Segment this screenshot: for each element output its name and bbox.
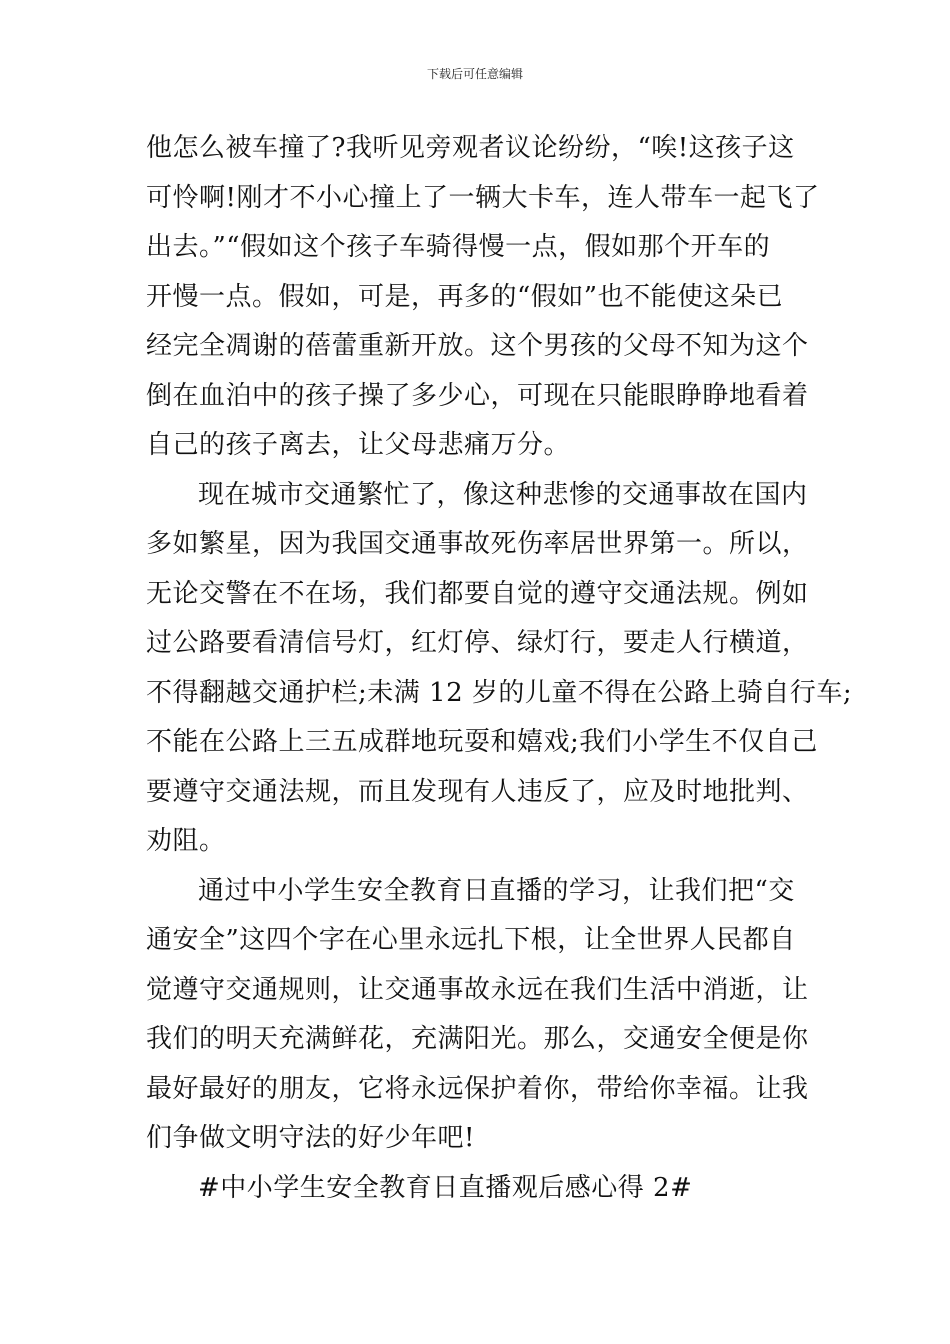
text-line: 劝阻。 — [146, 826, 226, 856]
text-line: 经完全凋谢的蓓蕾重新开放。这个男孩的父母不知为这个 — [146, 331, 809, 361]
text-line: 过公路要看清信号灯，红灯停、绿灯行，要走人行横道， — [146, 628, 809, 658]
text-line: 他怎么被车撞了?我听见旁观者议论纷纷，“唉!这孩子这 — [146, 133, 795, 163]
text-line: 出去。”“假如这个孩子车骑得慢一点，假如那个开车的 — [146, 232, 771, 262]
text-line: 觉遵守交通规则，让交通事故永远在我们生活中消逝，让 — [146, 974, 809, 1005]
text-line: 不能在公路上三五成群地玩耍和嬉戏;我们小学生不仅自己 — [146, 727, 818, 757]
text-line: 多如繁星，因为我国交通事故死伤率居世界第一。所以， — [146, 529, 809, 559]
text-line: 可怜啊!刚才不小心撞上了一辆大卡车，连人带车一起飞了 — [146, 182, 820, 213]
text-line: 要遵守交通法规，而且发现有人违反了，应及时地批判、 — [146, 776, 809, 807]
text-line: 们争做文明守法的好少年吧! — [146, 1123, 475, 1153]
text-line: 无论交警在不在场，我们都要自觉的遵守交通法规。例如 — [146, 578, 809, 609]
text-line: 通安全”这四个字在心里永远扎下根，让全世界人民都自 — [146, 925, 796, 955]
text-line: 自己的孩子离去，让父母悲痛万分。 — [146, 430, 571, 460]
text-line: 开慢一点。假如，可是，再多的“假如”也不能使这朵已 — [146, 281, 784, 312]
paragraph-start-line: 现在城市交通繁忙了，像这种悲惨的交通事故在国内 — [198, 479, 808, 510]
text-line: 我们的明天充满鲜花，充满阳光。那么，交通安全便是你 — [146, 1024, 809, 1054]
text-line: 不得翻越交通护栏;未满 12 岁的儿童不得在公路上骑自行车; — [146, 677, 853, 708]
text-line: 最好最好的朋友，它将永远保护着你，带给你幸福。让我 — [146, 1073, 809, 1104]
header-note: 下载后可任意编辑 — [426, 67, 523, 81]
section-heading: #中小学生安全教育日直播观后感心得 2# — [198, 1172, 693, 1203]
paragraph-start-line: 通过中小学生安全教育日直播的学习，让我们把“交 — [198, 875, 795, 906]
document-body — [146, 124, 853, 1213]
text-line: 倒在血泊中的孩子操了多少心，可现在只能眼睁睁地看着 — [146, 380, 809, 411]
